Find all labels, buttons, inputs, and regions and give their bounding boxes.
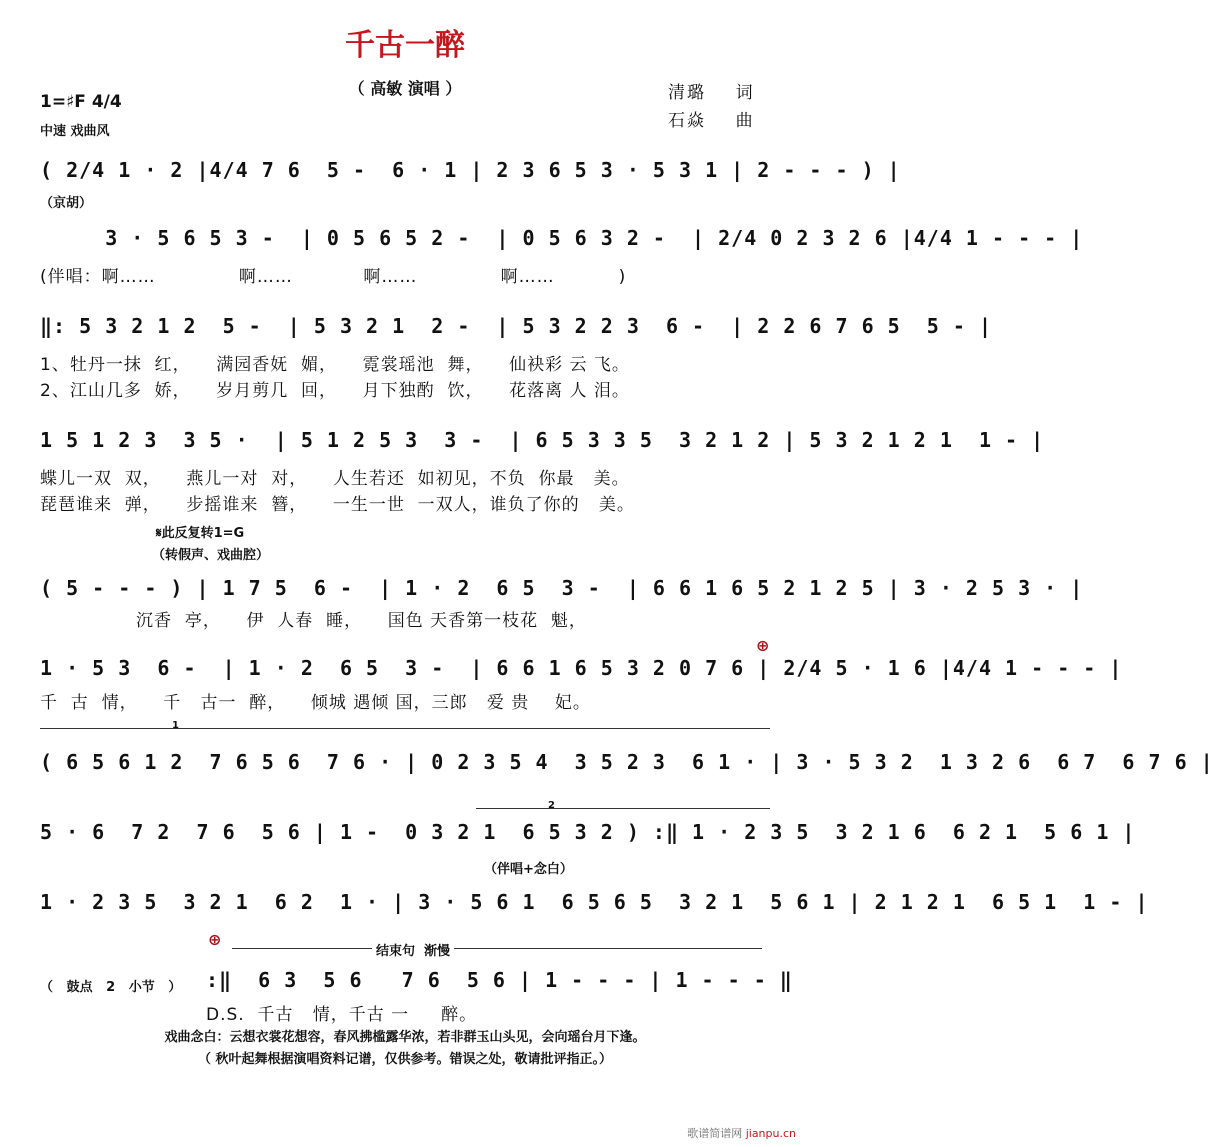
composer-credit: 石焱 曲 [668, 111, 755, 131]
staff-line-4: 1 5 1 2 3 3 5 · | 5 1 2 5 3 3 - | 6 5 3 3 5 3 2 1 2 | 5 3 2 1 2 1 1 - | [40, 428, 1045, 452]
lyricist-credit: 清璐 词 [668, 83, 755, 103]
drum-interlude-label: （ 鼓点 2 小节 ） [40, 980, 182, 995]
watermark-site: 歌谱简谱网 [687, 1127, 743, 1140]
watermark-url: jianpu.cn [745, 1127, 796, 1140]
segno-modulation-mark: 𝄋此反复转1=G [156, 526, 245, 541]
volta-1-bracket [40, 728, 770, 729]
volta-2-bracket [476, 808, 770, 809]
staff-line-1: ( 2/4 1 · 2 |4/4 7 6 5 - 6 · 1 | 2 3 6 5 3 · 5 3 1 | 2 - - - ) | [40, 158, 901, 182]
staff-line-2: 3 · 5 6 5 3 - | 0 5 6 5 2 - | 0 5 6 3 2 - | 2/4 0 2 3 2 6 |4/4 1 - - - | [40, 226, 1084, 250]
watermark [687, 1125, 796, 1141]
staff-line-5: ( 5 - - - ) | 1 7 5 6 - | 1 · 2 6 5 3 - | 6 6 1 6 5 2 1 2 5 | 3 · 2 5 3 · | [40, 576, 1084, 600]
song-subtitle: （ 高敏 演唱 ） [348, 79, 462, 98]
lyrics-line-3-verse-2: 2、江山几多 娇， 岁月剪几 回， 月下独酌 饮， 花落离 人 泪。 [40, 381, 630, 401]
song-title: 千古一醉 [345, 28, 465, 63]
lyrics-line-6: 千 古 情， 千 古一 醉， 倾城 遇倾 国，三郎 爱 贵 妃。 [40, 693, 591, 713]
lyrics-line-3-verse-1: 1、牡丹一抹 红， 满园香妩 媚， 霓裳瑶池 舞， 仙袂彩 云 飞。 [40, 355, 630, 375]
lyrics-line-5: 沉香 亭， 伊 人春 睡， 国色 天香第一枝花 魁， [40, 611, 587, 631]
recitation-text: 戏曲念白：云想衣裳花想容，春风拂槛露华浓，若非群玉山头见，会向瑶台月下逢。 [164, 1030, 646, 1045]
volta-2-number: 2 [548, 800, 555, 811]
staff-line-9: 1 · 2 3 5 3 2 1 6 2 1 · | 3 · 5 6 1 6 5 6 5 3 2 1 5 6 1 | 2 1 2 1 6 5 1 1 - | [40, 890, 1149, 914]
staff-line-10: :‖ 6 3 5 6 7 6 5 6 | 1 - - - | 1 - - - ‖ [206, 968, 793, 992]
volta-1-number: 1 [172, 720, 179, 731]
lyrics-line-10: D.S. 千古 情，千古 一 醉。 [206, 1005, 478, 1025]
staff-line-3: ‖: 5 3 2 1 2 5 - | 5 3 2 1 2 - | 5 3 2 2 3 6 - | 2 2 6 7 6 5 5 - | [40, 314, 992, 338]
voice-instruction: （转假声、戏曲腔） [152, 548, 270, 563]
instrument-label: （京胡） [40, 196, 93, 211]
lyrics-line-4-verse-1: 蝶儿一双 双， 燕儿一对 对， 人生若还 如初见，不负 你最 美。 [40, 469, 630, 489]
ending-label: 结束句 渐慢 [372, 940, 454, 959]
staff-line-8: 5 · 6 7 2 7 6 5 6 | 1 - 0 3 2 1 6 5 3 2 ) :‖ 1 · 2 3 5 3 2 1 6 6 2 1 5 6 1 | [40, 820, 1136, 844]
footnote: （ 秋叶起舞根据演唱资料记谱，仅供参考。错误之处，敬请批评指正。） [197, 1052, 613, 1067]
staff-line-7: ( 6 5 6 1 2 7 6 5 6 7 6 · | 0 2 3 5 4 3 5 2 3 6 1 · | 3 · 5 3 2 1 3 2 6 6 7 6 7 6 | [40, 750, 1214, 774]
lyrics-line-4-verse-2: 琵琶谁来 弹， 步摇谁来 簪， 一生一世 一双人，谁负了你的 美。 [40, 495, 635, 515]
lyrics-line-2: (伴唱：啊…… 啊…… 啊…… 啊…… ) [40, 267, 627, 287]
chorus-recitation-label: （伴唱+念白） [484, 862, 573, 877]
key-signature: 1=♯F 4/4 [40, 92, 122, 112]
coda-icon: ⊕ [756, 636, 770, 655]
coda-icon: ⊕ [208, 930, 222, 949]
ending-bracket [232, 948, 762, 949]
staff-line-6: 1 · 5 3 6 - | 1 · 2 6 5 3 - | 6 6 1 6 5 3 2 0 7 6 | 2/4 5 · 1 6 |4/4 1 - - - | [40, 656, 1123, 680]
tempo-marking: 中速 戏曲风 [40, 124, 110, 139]
